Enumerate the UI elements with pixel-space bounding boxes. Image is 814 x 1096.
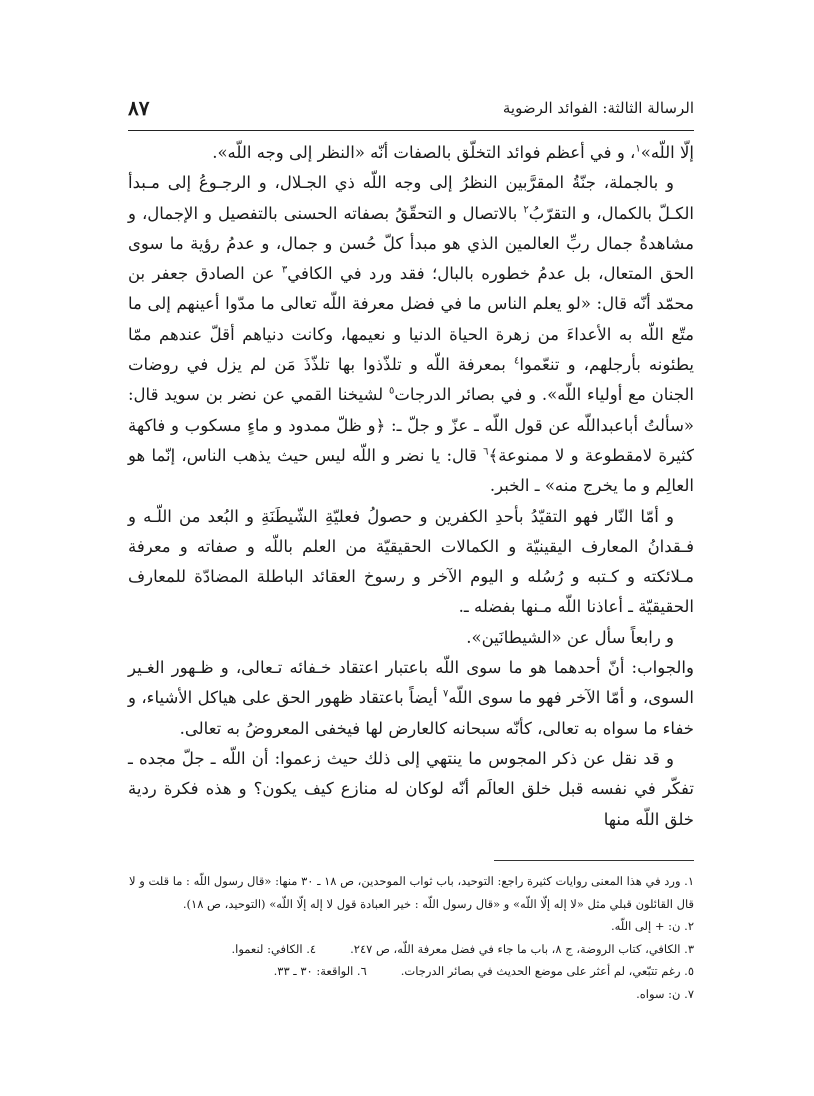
paragraph: و بالجملة، جنّةُ المقرَّبين النظرُ إلى وجه اللّه ذي الجـلال، و الرجـوعُ إلى مـبدأ الكـلّ بالكمال، و التقرّبُ$^٢$ بالاتصال و التحقّقُ بصفاته الحسنى بالتفصيل و الإجمال، و مشاهدةُ جمال ربِّ العالمين الذي هو مبدأ كلّ حُسن و جمال، و عدمُ رؤية ما سوى الحق المتعال، بل عدمُ خطوره بالبال؛ فقد ورد في الكافي$^٣$ عن الصادق جعفر بن محمّد أنّه قال: «لو يعلم الناس ما في فضل معرفة اللّه تعالى ما مدّوا أعينهم إلى ما متّع اللّه به الأعداءَ من زهرة الحياة الدنيا و نعيمها، وكانت دنياهم أقلّ عندهم ممّا يطئونه بأرجلهم، و تنعّموا$^٤$ بمعرفة اللّه و تلذّذوا بها تلذّذَ مَن لم يزل في روضات الجنان مع أولياء اللّه». و في بصائر الدرجات$^٥$ لشيخنا القمي عن نضر بن سويد قال: «سألتُ أباعبداللّه عن قول اللّه ـ عزّ و جلّ ـ: ﴿و ظلّ ممدود و ماءٍ مسكوب و فاكهة كثيرة لامقطوعة و لا ممنوعة﴾$^٦$ قال: يا نضر و اللّه ليس حيث يذهب الناس، إنّما هو العالِم و ما يخرج منه» ـ الخبر. xyxy=(128,173,694,496)
main-text xyxy=(128,138,694,835)
paragraph: و رابعاً سأل عن «الشيطانَين». xyxy=(466,627,674,647)
footnote-4: ٤. الكافي: لنعموا. xyxy=(231,941,317,956)
footnote-5: ٥. رغم تتبّعي، لم أعثر على موضع الحديث في بصائر الدرجات. xyxy=(400,964,694,978)
footnotes xyxy=(128,870,694,1005)
footnote-rule xyxy=(494,860,694,861)
paragraph: و قد نقل عن ذكر المجوس ما ينتهي إلى ذلك حيث زعموا: أن اللّه ـ جلّ مجده ـ تفكّر في نفسه قبل خلق العالَم أنّه لوكان له منازع كيف يكون؟ و هذه فكرة ردية خلق اللّه منها xyxy=(128,748,694,829)
running-title: الرسالة الثالثة: الفوائد الرضوية xyxy=(502,99,694,117)
footnote-6: ٦. الواقعة: ٣٠ ـ ٣٣. xyxy=(273,964,367,978)
paragraph: والجواب: أنّ أحدهما هو ما سوى اللّه باعتبار اعتقاد خـفائه تـعالى، و ظـهور الغـير السوى، و أمّا الآخر فهو ما سوى اللّه$^٧$ أيضاً باعتقاد ظهور الحق على هياكل الأشياء، و خفاء ما سواه به تعالى، كأنّه سبحانه كالعارض لها فيخفى المعروضُ به تعالى. xyxy=(128,658,694,738)
footnote-1: ١. ورد في هذا المعنى روايات كثيرة راجع: التوحيد، باب ثواب الموحدين، ص ١٨ ـ ٣٠ منها: «قال رسول اللّه : ما قلت و لا قال القائلون قبلي مثل «لا إله إلّا اللّه» و «قال رسول اللّه : خير العبادة قول لا إله إلّا اللّه» (التوحيد، ص ١٨). xyxy=(129,874,694,911)
footnote-3: ٣. الكافي، كتاب الروضة، ج ٨، باب ما جاء في فضل معرفة اللّه، ص ٢٤٧. xyxy=(350,941,694,956)
page-number: ٨٧ xyxy=(128,96,150,120)
footnote-2: ٢. ن: + إلى اللّه. xyxy=(610,919,694,933)
footnote-row xyxy=(128,938,694,961)
paragraph: إلّا اللّه»$^١$، و في أعظم فوائد التخلّق بالصفات أنّه «النظر إلى وجه اللّه». xyxy=(212,143,694,162)
footnote-row xyxy=(128,960,694,983)
page-header xyxy=(128,92,694,124)
header-rule xyxy=(128,130,694,131)
paragraph: و أمّا النّار فهو التقيّدُ بأحدِ الكفرين و حصولُ فعليّةِ الشّيطَنَةِ و البُعد من اللّـه و فـقدانُ المعارف اليقينيّة و الكمالات الحقيقيّة من العلم باللّه و صفاته و معرفة مـلائكته و كـتبه و رُسُله و اليوم الآخر و رسوخ العقائد الباطلة المضادّة للمعارف الحقيقيّة ـ أعاذنا اللّه مـنها بفضله ـ. xyxy=(128,506,694,617)
footnote-7: ٧. ن: سواه. xyxy=(636,986,694,1001)
